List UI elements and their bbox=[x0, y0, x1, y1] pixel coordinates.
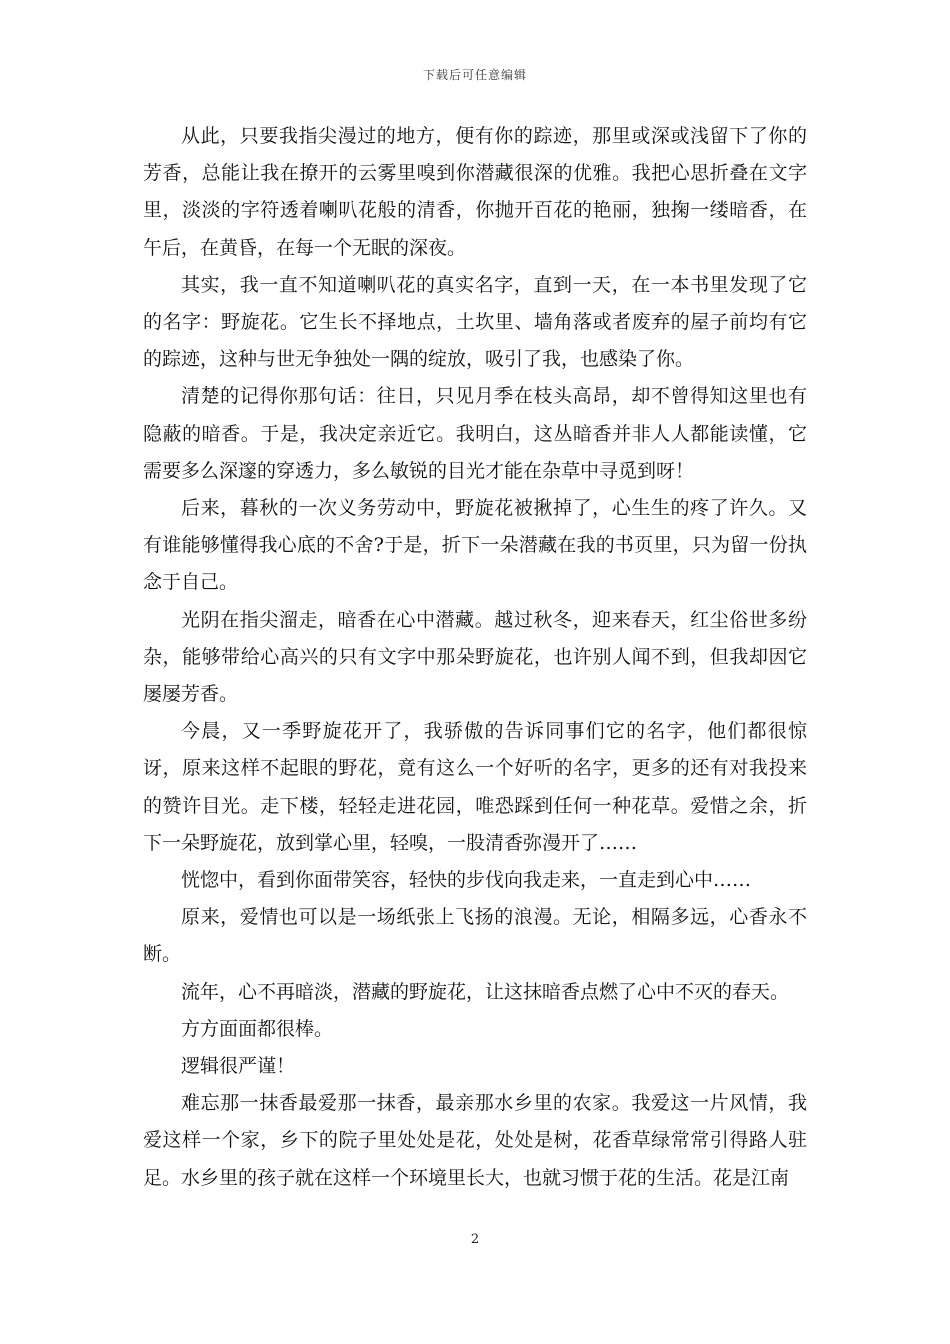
paragraph-5: 光阴在指尖溜走，暗香在心中潜藏。越过秋冬，迎来春天，红尘俗世多纷杂，能够带给心高兴的只有文字中那朵野旋花，也许别人闻不到，但我却因它屡屡芳香。 bbox=[143, 608, 807, 706]
paragraph-4: 后来，暮秋的一次义务劳动中，野旋花被揪掉了，心生生的疼了许久。又有谁能够懂得我心底的不舍?于是，折下一朵潜藏在我的书页里，只为留一份执念于自己。 bbox=[143, 497, 807, 594]
paragraph-12: 难忘那一抹香最爱那一抹香，最亲那水乡里的农家。我爱这一片风情，我爱这样一个家，乡下的院子里处处是花，处处是树，花香草绿常常引得路人驻足。水乡里的孩子就在这样一个环境里长大，也就习惯于花的生活。花是江南 bbox=[143, 1092, 807, 1189]
paragraph-6: 今晨，又一季野旋花开了，我骄傲的告诉同事们它的名字，他们都很惊讶，原来这样不起眼的野花，竟有这么一个好听的名字，更多的还有对我投来的赞许目光。走下楼，轻轻走进花园，唯恐踩到任何一种花草。爱惜之余，折下一朵野旋花，放到掌心里，轻嗅，一股清香弥漫开了…… bbox=[143, 720, 807, 854]
page-number: 2 bbox=[470, 1232, 480, 1247]
paragraph-2: 其实，我一直不知道喇叭花的真实名字，直到一天，在一本书里发现了它的名字：野旋花。它生长不择地点，土坎里、墙角落或者废弃的屋子前均有它的踪迹，这种与世无争独处一隅的绽放，吸引了我，也感染了你。 bbox=[143, 273, 807, 371]
paragraph-9: 流年，心不再暗淡，潜藏的野旋花，让这抹暗香点燃了心中不灭的春天。 bbox=[181, 980, 790, 1003]
paragraph-8: 原来，爱情也可以是一场纸张上飞扬的浪漫。无论，相隔多远，心香永不断。 bbox=[143, 906, 807, 966]
document-body bbox=[143, 118, 807, 1197]
paragraph-3: 清楚的记得你那句话：往日，只见月季在枝头高昂，却不曾得知这里也有隐蔽的暗香。于是，我决定亲近它。我明白，这丛暗香并非人人都能读懂，它需要多么深邃的穿透力，多么敏锐的目光才能在杂草中寻觅到呀！ bbox=[143, 385, 807, 482]
paragraph-1: 从此，只要我指尖漫过的地方，便有你的踪迹，那里或深或浅留下了你的芳香，总能让我在撩开的云雾里嗅到你潜藏很深的优雅。我把心思折叠在文字里，淡淡的字符透着喇叭花般的清香，你抛开百花的艳丽，独掬一缕暗香，在午后，在黄昏，在每一个无眠的深夜。 bbox=[143, 125, 807, 259]
paragraph-10: 方方面面都很棒。 bbox=[181, 1017, 334, 1040]
paragraph-11: 逻辑很严谨！ bbox=[181, 1055, 296, 1078]
paragraph-7: 恍惚中，看到你面带笑容，轻快的步伐向我走来，一直走到心中…… bbox=[181, 869, 752, 892]
page-header: 下载后可任意编辑 bbox=[422, 68, 527, 82]
